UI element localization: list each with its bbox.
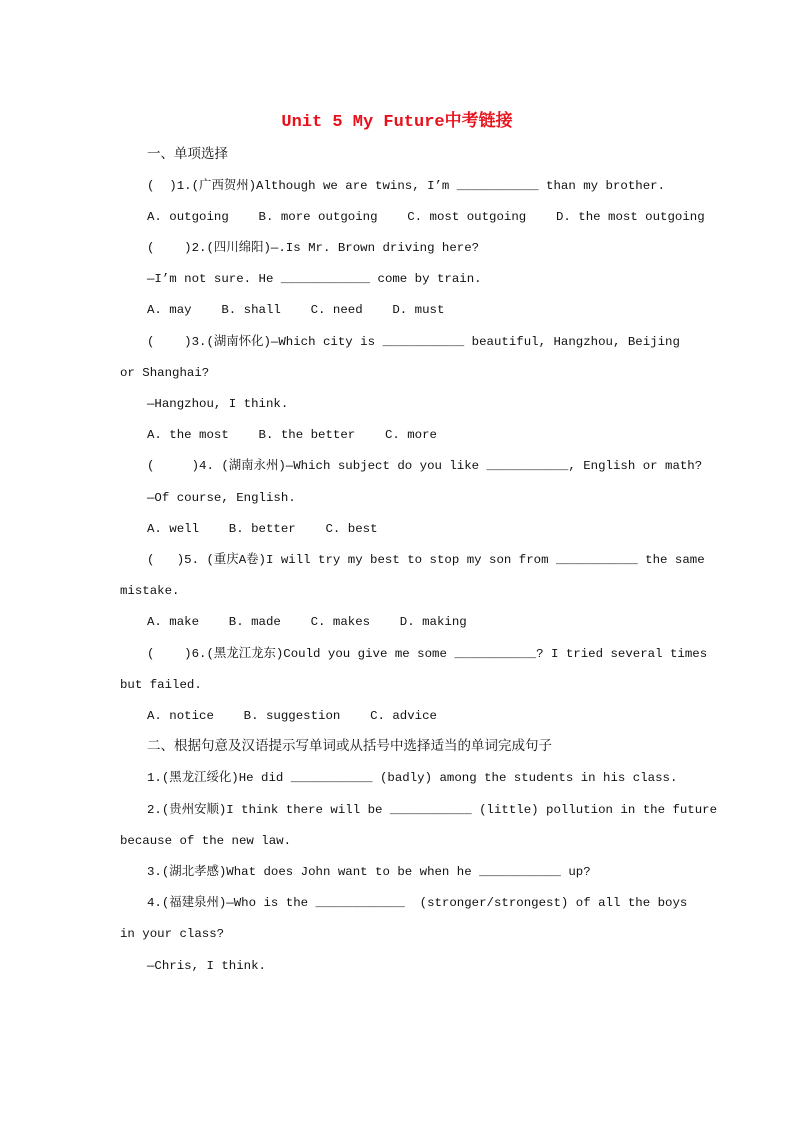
fill-item-2-continued: because of the new law. (120, 834, 292, 848)
question-4: ( )4. (湖南永州)—Which subject do you like ___________, English or math? (147, 459, 703, 473)
page-title: Unit 5 My Future中考链接 (281, 113, 513, 132)
fill-item-2: 2.(贵州安顺)I think there will be ___________ (little) pollution in the future (147, 803, 718, 817)
question-2-response: —I’m not sure. He ____________ come by train. (147, 272, 482, 286)
question-3-response: —Hangzhou, I think. (147, 397, 289, 411)
fill-item-4: 4.(福建泉州)—Who is the ____________ (stronger/strongest) of all the boys (147, 896, 688, 910)
question-6: ( )6.(黑龙江龙东)Could you give me some ___________? I tried several times (147, 647, 708, 661)
question-2-options: A. may B. shall C. need D. must (147, 303, 445, 317)
fill-item-1: 1.(黑龙江绥化)He did ___________ (badly) among the students in his class. (147, 771, 678, 785)
question-5: ( )5. (重庆A卷)I will try my best to stop my son from ___________ the same (147, 553, 705, 567)
fill-item-4-continued: in your class? (120, 927, 225, 941)
question-1-options: A. outgoing B. more outgoing C. most outgoing D. the most outgoing (147, 210, 705, 224)
question-6-options: A. notice B. suggestion C. advice (147, 709, 437, 723)
question-1: ( )1.(广西贺州)Although we are twins, I’m ___________ than my brother. (147, 179, 666, 193)
question-3-options: A. the most B. the better C. more (147, 428, 437, 442)
question-3-continued: or Shanghai? (120, 366, 210, 380)
question-5-continued: mistake. (120, 584, 180, 598)
section-heading-1: 一、单项选择 (147, 146, 228, 162)
question-5-options: A. make B. made C. makes D. making (147, 615, 467, 629)
question-6-continued: but failed. (120, 678, 202, 692)
fill-item-3: 3.(湖北孝感)What does John want to be when he ___________ up? (147, 865, 591, 879)
question-3: ( )3.(湖南怀化)—Which city is ___________ beautiful, Hangzhou, Beijing (147, 335, 680, 349)
section-heading-2: 二、根据句意及汉语提示写单词或从括号中选择适当的单词完成句子 (147, 738, 552, 754)
fill-item-4-response: —Chris, I think. (147, 959, 266, 973)
question-2: ( )2.(四川绵阳)—.Is Mr. Brown driving here? (147, 241, 480, 255)
question-4-response: —Of course, English. (147, 491, 296, 505)
question-4-options: A. well B. better C. best (147, 522, 378, 536)
